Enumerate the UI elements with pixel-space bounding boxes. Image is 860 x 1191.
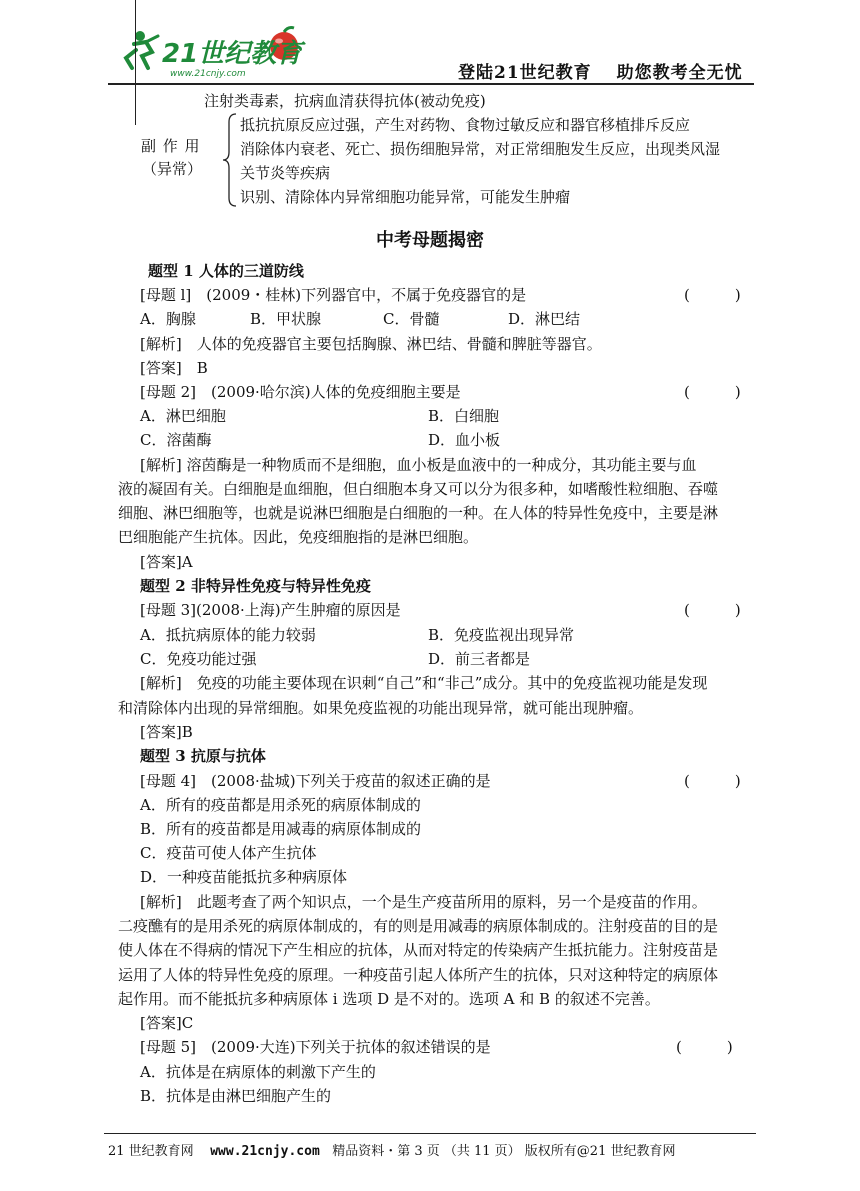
analysis-4-line: 起作用。而不能抵抗多种病原体 i 选项 D 是不对的。选项 A 和 B 的叙述不完善。 [118, 990, 660, 1008]
option-a: A．胸腺 [140, 310, 196, 328]
bracket-line [135, 0, 136, 125]
type3-title: 题型 3 抗原与抗体 [140, 747, 266, 765]
section-title: 中考母题揭密 [376, 230, 484, 251]
option-d: D．一种疫苗能抵抗多种病原体 [140, 868, 348, 886]
logo-subtext: www.21cnjy.com [170, 69, 246, 79]
side-effect-item: 抵抗抗原反应过强，产生对药物、食物过敏反应和器官移植排斥反应 [240, 116, 691, 134]
answer-paren: ( ) [684, 772, 741, 790]
question-4: [母题 4] (2008·盐城)下列关于疫苗的叙述正确的是 [140, 772, 491, 790]
header-divider [108, 83, 754, 85]
footer-site-name: 21 世纪教育网 [108, 1144, 194, 1159]
passive-immunity-line: 注射类毒素，抗病血清获得抗体(被动免疫) [204, 92, 486, 110]
footer-page-info: 精品资料・第 3 页 （共 11 页） 版权所有@21 世纪教育网 [332, 1144, 676, 1159]
answer-paren: ( ) [684, 601, 741, 619]
option-b: B．甲状腺 [250, 310, 322, 328]
footer [108, 1140, 676, 1159]
analysis-4-line: [解析] 此题考查了两个知识点，一个是生产疫苗所用的原料，另一个是疫苗的作用。 [140, 893, 707, 911]
analysis-4-line: 二疫醮有的是用杀死的病原体制成的，有的则是用减毒的病原体制成的。注射疫苗的目的是 [118, 917, 719, 935]
option-b: B．免疫监视出现异常 [428, 626, 575, 644]
answer-paren: ( ) [684, 286, 741, 304]
footer-url[interactable]: www.21cnjy.com [210, 1144, 320, 1159]
analysis-3-line: [解析] 免疫的功能主要体现在识刺“自己”和“非己”成分。其中的免疫监视功能是发现 [140, 674, 708, 692]
logo [112, 22, 312, 80]
side-label-1: 副 作 用 [141, 137, 201, 155]
option-c: C．骨髓 [383, 310, 440, 328]
option-c: C．溶菌酶 [140, 431, 212, 449]
analysis-2-line: 液的凝固有关。白细胞是血细胞，但白细胞本身又可以分为很多种，如嗜酸性粒细胞、吞噬 [118, 480, 719, 498]
question-1: [母题 l] (2009・桂林)下列器官中，不属于免疫器官的是 [140, 286, 527, 304]
analysis-3-line: 和清除体内出现的异常细胞。如果免疫监视的功能出现异常，就可能出现肿瘤。 [118, 699, 644, 717]
answer-paren: ( ) [684, 383, 741, 401]
option-d: D．前三者都是 [428, 650, 531, 668]
option-c: C．免疫功能过强 [140, 650, 257, 668]
option-a: A．淋巴细胞 [140, 407, 226, 425]
side-effect-item: 消除体内衰老、死亡、损伤细胞异常，对正常细胞发生反应，出现类风湿 [240, 140, 721, 158]
analysis-4-line: 使人体在不得病的情况下产生相应的抗体，从而对特定的传染病产生抵抗能力。注射疫苗是 [118, 941, 719, 959]
answer-2: [答案]A [140, 553, 193, 571]
option-a: A．抗体是在病原体的刺激下产生的 [140, 1063, 376, 1081]
option-c: C．疫苗可使人体产生抗体 [140, 844, 317, 862]
answer-1: [答案] B [140, 359, 208, 377]
analysis-2-line: 巴细胞能产生抗体。因此，免疫细胞指的是淋巴细胞。 [118, 528, 479, 546]
type2-title: 题型 2 非特异性免疫与特异性免疫 [140, 577, 371, 595]
option-b: B．抗体是由淋巴细胞产生的 [140, 1087, 332, 1105]
question-5: [母题 5] (2009·大连)下列关于抗体的叙述错误的是 [140, 1038, 491, 1056]
side-effect-item: 识别、清除体内异常细胞功能异常，可能发生肿瘤 [240, 188, 571, 206]
question-3: [母题 3](2008·上海)产生肿瘤的原因是 [140, 601, 401, 619]
analysis-2-line: 细胞、淋巴细胞等，也就是说淋巴细胞是白细胞的一种。在人体的特异性免疫中，主要是淋 [118, 504, 719, 522]
footer-divider [104, 1133, 756, 1134]
question-2: [母题 2] (2009·哈尔滨)人体的免疫细胞主要是 [140, 383, 461, 401]
analysis-2-line: [解析] 溶茵酶是一种物质而不是细胞，血小板是血液中的一种成分，其功能主要与血 [140, 456, 697, 474]
option-a: A．抵抗病原体的能力较弱 [140, 626, 316, 644]
answer-3: [答案]B [140, 723, 193, 741]
answer-4: [答案]C [140, 1014, 194, 1032]
option-d: D．淋巴结 [508, 310, 581, 328]
header-slogan: 登陆21世纪教育 助您教考全无忧 [458, 63, 743, 83]
analysis-4-line: 运用了人体的特异性免疫的原理。一种疫苗引起人体所产生的抗体，只对这种特定的病原体 [118, 966, 719, 984]
option-b: B．所有的疫苗都是用减毒的病原体制成的 [140, 820, 422, 838]
option-b: B．白细胞 [428, 407, 500, 425]
option-d: D．血小板 [428, 431, 501, 449]
curly-brace [222, 112, 238, 208]
option-a: A．所有的疫苗都是用杀死的病原体制成的 [140, 796, 421, 814]
side-effect-item: 关节炎等疾病 [240, 164, 331, 182]
logo-text: 21世纪教育 [162, 39, 303, 69]
analysis-1: [解析] 人体的免疫器官主要包括胸腺、淋巴结、骨髓和脾脏等器官。 [140, 335, 602, 353]
type1-title: 题型 1 人体的三道防线 [148, 262, 304, 280]
answer-paren: ( ) [676, 1038, 733, 1056]
logo-graphic [112, 22, 312, 80]
side-label-2: （异常） [142, 160, 203, 178]
